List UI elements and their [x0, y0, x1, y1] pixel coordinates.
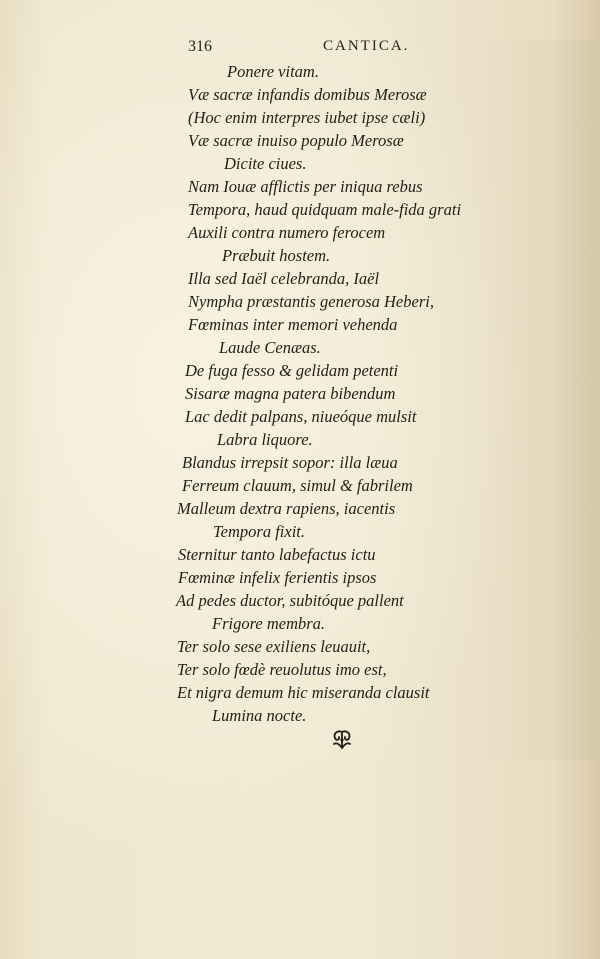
verse-line: Malleum dextra rapiens, iacentis	[177, 499, 396, 518]
verse-line: Præbuit hostem.	[222, 246, 331, 265]
verse-line: Tempora, haud quidquam male-fida grati	[188, 200, 462, 219]
verse-line: Ter solo sese exiliens leuauit,	[177, 637, 371, 656]
running-title: CANTICA.	[323, 38, 410, 54]
verse-line: Ferreum clauum, simul & fabrilem	[182, 476, 413, 495]
verse-line: Frigore membra.	[212, 614, 326, 633]
verse-line: Sisaræ magna patera bibendum	[185, 384, 396, 403]
verse-line: Auxili contra numero ferocem	[188, 223, 386, 242]
verse-line: Labra liquore.	[217, 430, 313, 449]
verse-line: De fuga fesso & gelidam petenti	[185, 361, 399, 380]
verse-line: Lac dedit palpans, niueóque mulsit	[185, 407, 417, 426]
verse-line: Ad pedes ductor, subitóque pallent	[176, 591, 404, 610]
verse-line: Nam Iouæ afflictis per iniqua rebus	[188, 177, 423, 196]
verse-line: Illa sed Iaël celebranda, Iaël	[188, 269, 380, 288]
verse-line: Nympha præstantis generosa Heberi,	[188, 292, 434, 311]
fleuron-icon	[328, 729, 356, 751]
verse-line: Ponere vitam.	[227, 62, 319, 81]
verse-line: Dicite ciues.	[224, 154, 307, 173]
verse-line: Laude Cenæas.	[219, 338, 321, 357]
verse-line: (Hoc enim interpres iubet ipse cæli)	[188, 108, 426, 127]
verse-line: Lumina nocte.	[212, 706, 307, 725]
verse-line: Sternitur tanto labefactus ictu	[178, 545, 376, 564]
page-number: 316	[188, 38, 212, 55]
verse-line: Blandus irrepsit sopor: illa læua	[182, 453, 398, 472]
verse-line: Væ sacræ infandis domibus Merosæ	[188, 85, 427, 104]
verse-line: Fœminas inter memori vehenda	[188, 315, 398, 334]
verse-line: Fœminæ infelix ferientis ipsos	[178, 568, 377, 587]
verse-line: Tempora fixit.	[213, 522, 305, 541]
verse-line: Ter solo fœdè reuolutus imo est,	[177, 660, 387, 679]
verse-line: Væ sacræ inuiso populo Merosæ	[188, 131, 404, 150]
verse-line: Et nigra demum hic miseranda clausit	[177, 683, 430, 702]
